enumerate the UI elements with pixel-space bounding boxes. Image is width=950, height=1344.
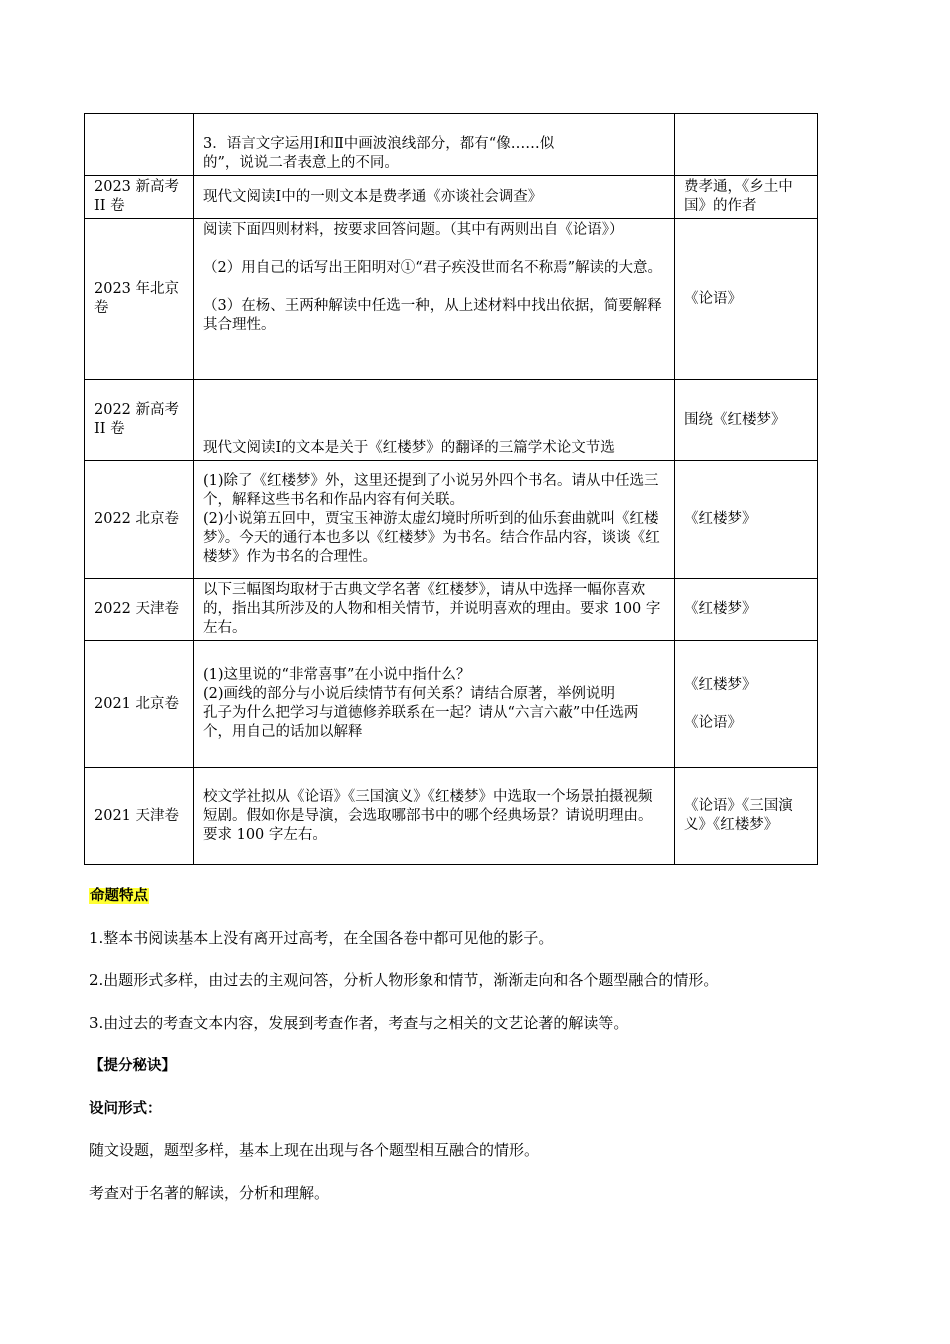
table-row [85,219,818,380]
table-row [85,380,818,461]
feature-item: 2.出题形式多样，由过去的主观问答，分析人物形象和情节，渐渐走向和各个题型融合的情形。 [89,971,719,989]
question-line: 的”，说说二者表意上的不同。 [203,155,399,171]
table-row [85,114,818,176]
book-line: 费孝通，《乡土中国》的作者 [684,179,793,214]
question-cell [194,641,675,768]
features-heading: 命题特点 [90,888,148,904]
question-line: 现代文阅读Ⅰ的文本是关于《红楼梦》的翻译的三篇学术论文节选 [203,440,615,456]
blank-line [684,695,808,714]
question-line: （3）在杨、王两种解读中任选一种，从上述材料中找出依据，简要解释其合理性。 [203,298,662,333]
year-cell: 2021 北京卷 [85,641,194,768]
question-line: 现代文阅读Ⅰ中的一则文本是费孝通《亦谈社会调查》 [203,188,543,205]
book-cell [675,641,818,768]
book-cell [675,219,818,380]
year-cell [85,114,194,176]
year-cell: 2022 天津卷 [85,579,194,641]
question-line: 阅读下面四则材料，按要求回答问题。（其中有两则出自《论语》） [203,222,624,238]
table-row [85,641,818,768]
book-cell [675,461,818,579]
year-cell: 2022 新高考 II 卷 [85,380,194,461]
book-line: 《红楼梦》 [684,601,757,617]
book-line: 《论语》 [684,714,742,731]
question-line: (1)除了《红楼梦》外，这里还提到了小说另外四个书名。请从中任选三个，解释这些书名和作品内容有何关联。 [203,473,659,508]
book-line: 《论语》《三国演义》《红楼梦》 [684,798,793,833]
blank-line [203,278,665,297]
book-line: 围绕《红楼梦》 [684,411,786,428]
question-cell [194,380,675,461]
tips-subheading-block [89,1097,162,1118]
question-line: (1)这里说的“非常喜事”在小说中指什么？ [203,667,471,683]
year-cell: 2023 新高考 II 卷 [85,176,194,219]
feature-item: 1.整本书阅读基本上没有离开过高考，在全国各卷中都可见他的影子。 [89,929,554,947]
book-line: 《论语》 [684,290,742,307]
table-row [85,176,818,219]
tips-subheading: 设问形式： [89,1101,162,1117]
year-cell: 2023 年北京卷 [85,219,194,380]
book-cell [675,114,818,176]
book-line: 《红楼梦》 [684,511,757,527]
book-line: 《红楼梦》 [684,676,757,693]
feature-item: 3.由过去的考查文本内容，发展到考查作者，考查与之相关的文艺论著的解读等。 [89,1014,629,1032]
question-cell [194,219,675,380]
question-cell [194,579,675,641]
question-line: (2)画线的部分与小说后续情节有何关系？请结合原著，举例说明 [203,686,616,702]
exam-question-table [84,113,818,865]
book-cell [675,768,818,865]
book-cell [675,579,818,641]
question-cell [194,461,675,579]
tips-line: 考查对于名著的解读，分析和理解。 [89,1184,330,1202]
question-line: (2)小说第五回中，贾宝玉神游太虚幻境时所听到的仙乐套曲就叫《红楼梦》。今天的通行本也多以《红楼梦》为书名。结合作品内容，谈谈《红楼梦》作为书名的合理性。 [203,511,660,565]
question-cell [194,114,675,176]
book-cell [675,380,818,461]
question-line: 校文学社拟从《论语》《三国演义》《红楼梦》中选取一个场景拍摄视频短剧。假如你是导演，会选取哪部书中的哪个经典场景？请说明理由。要求 100 字左右。 [203,788,653,843]
tips-heading-block [89,1054,176,1075]
table-row [85,768,818,865]
book-cell [675,176,818,219]
blank-line [203,240,665,259]
question-line: 孔子为什么把学习与道德修养联系在一起？请从“六言六蔽”中任选两个，用自己的话加以解释 [203,705,639,740]
features-heading-block [89,884,149,905]
tips-heading: 【提分秘诀】 [89,1058,176,1074]
question-line: 以下三幅图均取材于古典文学名著《红楼梦》，请从中选择一幅你喜欢的，指出其所涉及的人物和相关情节，并说明喜欢的理由。要求 100 字左右。 [203,582,661,636]
year-cell: 2022 北京卷 [85,461,194,579]
tips-line: 随文设题，题型多样，基本上现在出现与各个题型相互融合的情形。 [89,1141,540,1159]
question-line: 3．语言文字运用Ⅰ和Ⅱ中画波浪线部分，都有“像……似 [203,136,555,152]
table-row [85,579,818,641]
question-line: （2）用自己的话写出王阳明对①“君子疾没世而名不称焉”解读的大意。 [203,260,663,276]
question-cell [194,176,675,219]
year-cell: 2021 天津卷 [85,768,194,865]
table-row [85,461,818,579]
question-cell [194,768,675,865]
